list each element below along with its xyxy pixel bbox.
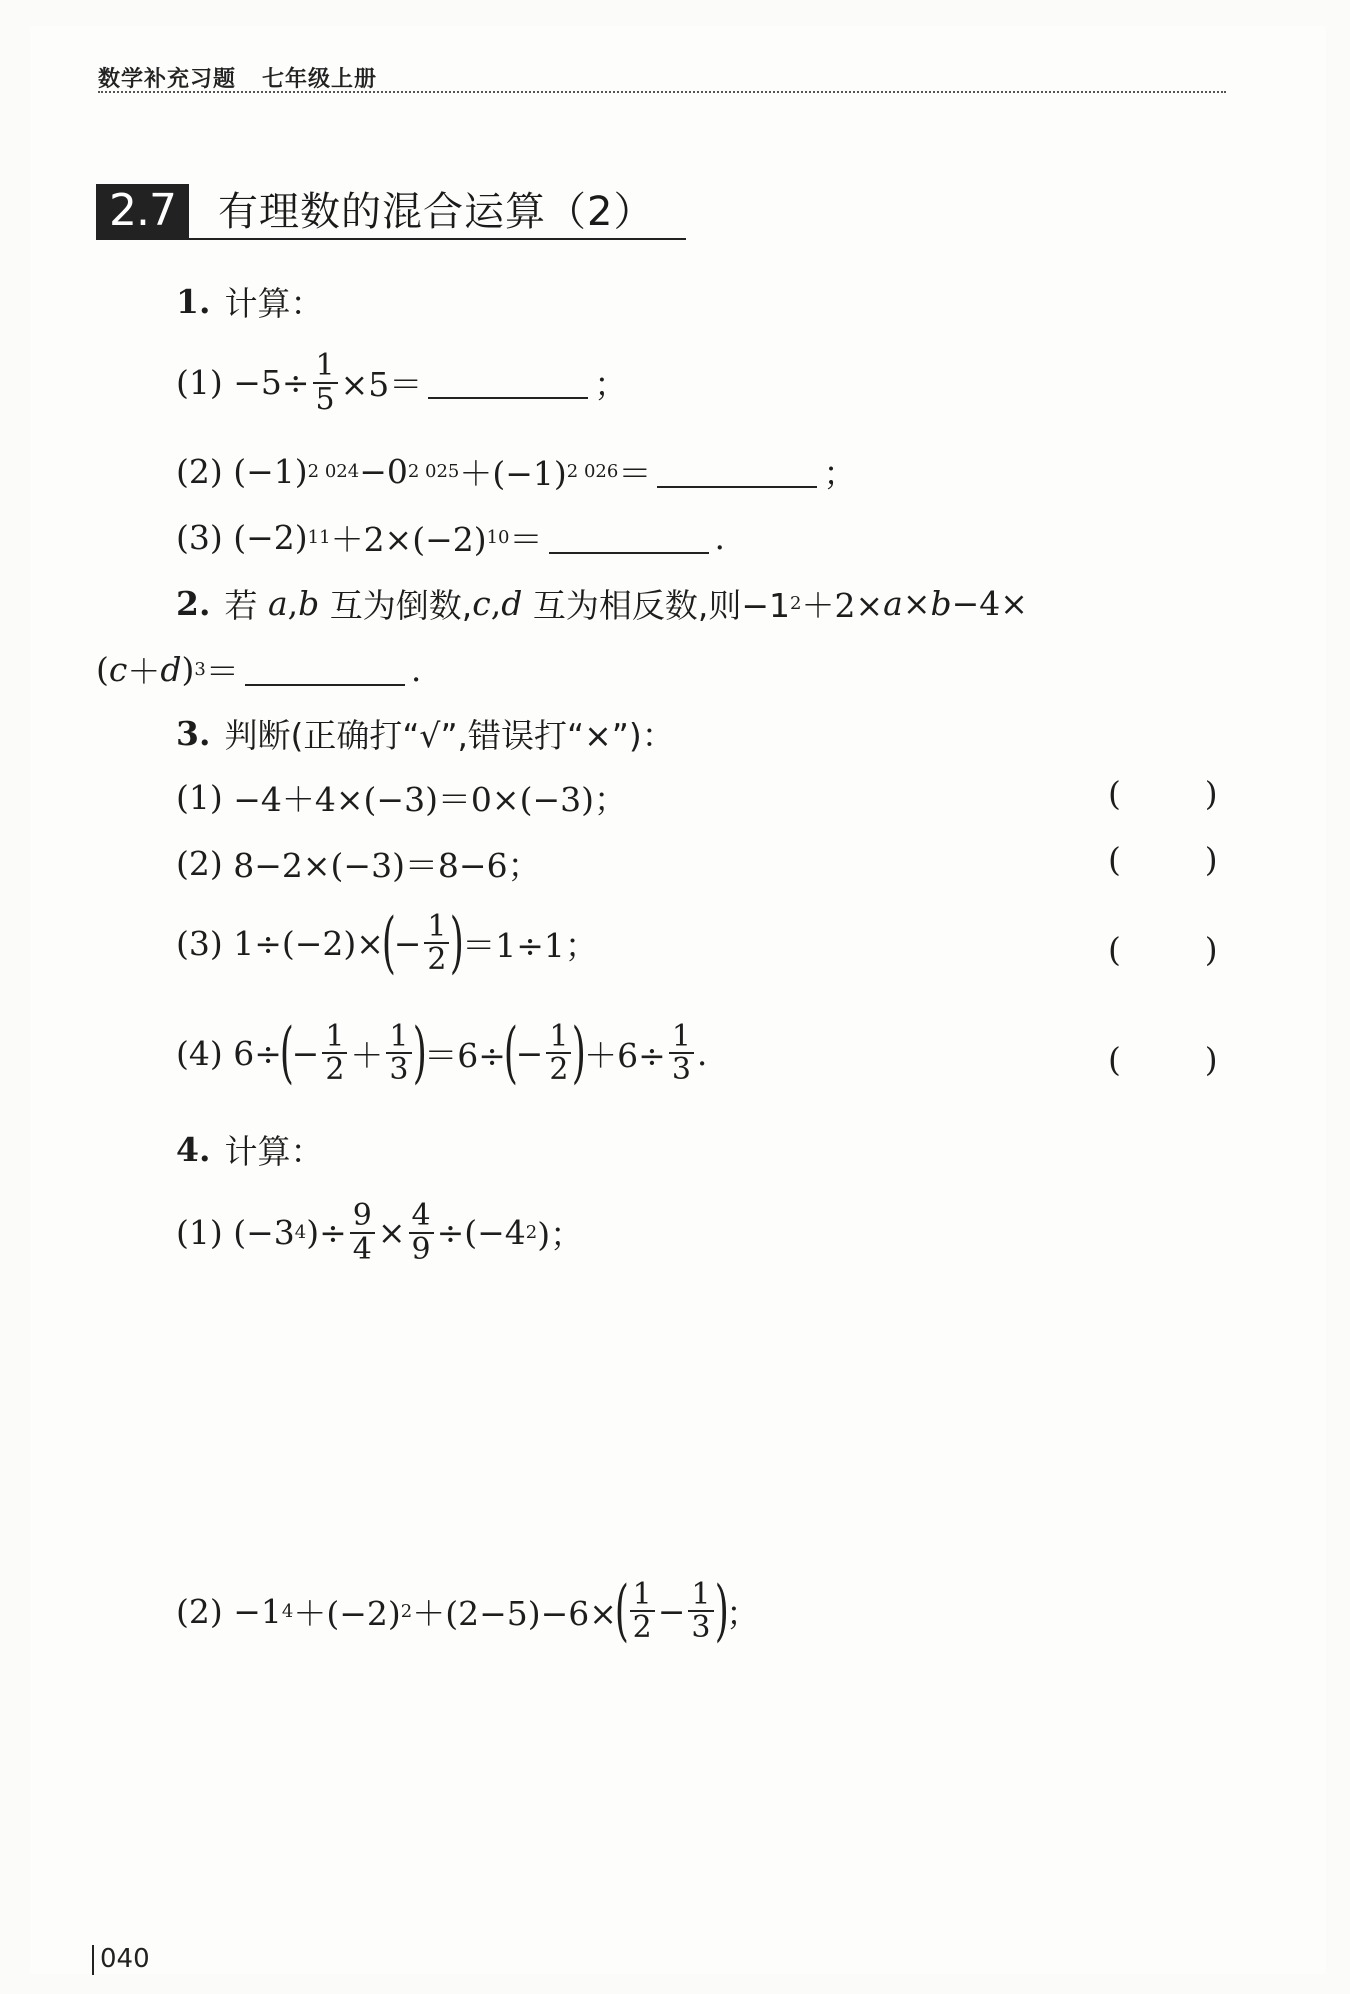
q3-part1 [176, 774, 627, 821]
exponent: 10 [486, 527, 510, 548]
q1-heading [176, 278, 323, 325]
part-label: (3) [176, 518, 223, 557]
exponent: 2 026 [566, 461, 619, 482]
answer-paren-3[interactable]: ( ) [1108, 930, 1218, 969]
q3-instruction: 判断(正确打“√”,错误打“×”)： [224, 716, 675, 755]
numerator: 1 [688, 1579, 713, 1613]
big-paren: ) [714, 1572, 729, 1649]
punct: ； [726, 1593, 760, 1633]
big-paren: ( [279, 1014, 294, 1091]
q2-line2 [96, 646, 421, 693]
big-paren: ( [381, 904, 396, 981]
q1-part1 [176, 350, 627, 415]
answer-blank[interactable] [428, 367, 588, 399]
answer-paren-1[interactable]: ( ) [1108, 774, 1218, 813]
exponent: 3 [194, 659, 206, 680]
exponent: 2 [400, 1600, 413, 1622]
expr: ＋(−1) [459, 454, 567, 493]
q1-part2 [176, 448, 856, 495]
expr: × [377, 1213, 406, 1252]
q4-instruction: 计算： [224, 1132, 324, 1171]
expr: ÷(−4 [436, 1213, 526, 1252]
exponent: 11 [307, 527, 331, 548]
expr: −4＋4×(−3)＝0×(−3)； [233, 780, 627, 819]
expr: )； [537, 1215, 584, 1254]
fraction [424, 908, 449, 977]
fraction [669, 1018, 694, 1087]
numerator: 1 [322, 1021, 347, 1055]
part-label: (2) [176, 452, 223, 491]
var: a [267, 584, 288, 623]
numerator: 9 [350, 1200, 375, 1234]
text: ＋ [127, 652, 161, 691]
numerator: 1 [424, 911, 449, 945]
expr: ＝1÷1； [462, 925, 598, 965]
denominator: 2 [325, 1052, 345, 1087]
exponent: 4 [294, 1222, 307, 1243]
section-number: 2.7 [96, 184, 189, 238]
exponent: 2 [790, 593, 802, 614]
denominator: 9 [411, 1231, 431, 1267]
expr: ＋2×(−2) [330, 520, 487, 559]
book-title: 数学补充习题 [98, 67, 237, 92]
var: b [930, 584, 952, 623]
part-label: (1) [176, 1213, 223, 1252]
fraction [350, 1200, 375, 1265]
q4-heading [176, 1126, 323, 1173]
expr: ＋(2−5)−6× [412, 1593, 617, 1633]
text: , [287, 584, 299, 623]
q3-part4 [176, 1014, 708, 1091]
page-number-text: 040 [100, 1944, 150, 1974]
page-number-bar [92, 1945, 94, 1975]
big-paren: ) [450, 904, 465, 981]
answer-blank[interactable] [657, 456, 817, 488]
q2-line1 [176, 580, 1028, 627]
fraction [313, 350, 338, 415]
q4-part1 [176, 1200, 583, 1265]
q3-heading [176, 710, 675, 757]
punct: ； [594, 365, 628, 404]
numerator: 1 [313, 350, 338, 384]
text: ＝ [205, 652, 239, 691]
punct: . [696, 1033, 708, 1073]
text: ＋2× [801, 586, 884, 625]
numerator: 1 [546, 1021, 571, 1055]
expr: − [657, 1591, 686, 1631]
punct: . [714, 518, 726, 557]
answer-blank[interactable] [549, 522, 709, 554]
exponent: 2 024 [307, 461, 360, 482]
text: , [490, 584, 502, 623]
denominator: 3 [691, 1610, 711, 1645]
big-paren: ) [572, 1014, 587, 1091]
text: × [902, 584, 931, 623]
q1-number: 1. [176, 282, 211, 321]
section-underline [96, 238, 686, 240]
part-label: (1) [176, 778, 223, 817]
big-paren: ) [412, 1014, 427, 1091]
expr: ＝ [509, 520, 543, 559]
numerator: 4 [409, 1200, 434, 1234]
fraction [322, 1018, 347, 1087]
text: −4× [951, 584, 1028, 623]
fraction [546, 1018, 571, 1087]
fraction [409, 1200, 434, 1265]
section-title: 有理数的混合运算（2） [218, 189, 655, 235]
expr: − [515, 1033, 544, 1073]
q3-part2 [176, 840, 541, 887]
text: ( [96, 650, 109, 689]
expr: 6÷ [233, 1033, 282, 1073]
expr: −5÷ [233, 363, 310, 402]
q3-part3 [176, 904, 598, 981]
var: d [160, 650, 182, 689]
expr: ×5＝ [340, 365, 423, 404]
part-label: (4) [176, 1033, 223, 1073]
q3-number: 3. [176, 714, 211, 753]
denominator: 3 [389, 1052, 409, 1087]
var: a [883, 584, 903, 623]
var: b [298, 584, 320, 623]
fraction [688, 1576, 713, 1645]
volume-label: 七年级上册 [262, 67, 378, 92]
expr: ＝ [618, 454, 652, 493]
expr: 1÷(−2)× [233, 923, 384, 963]
denominator: 2 [632, 1610, 652, 1645]
exponent: 4 [281, 1600, 294, 1622]
q1-instruction: 计算： [224, 284, 324, 323]
answer-blank[interactable] [245, 654, 405, 686]
numerator: 1 [386, 1021, 411, 1055]
denominator: 2 [549, 1052, 569, 1087]
var: c [472, 584, 491, 623]
expr: −0 [359, 452, 408, 491]
part-label: (3) [176, 923, 223, 963]
fraction [386, 1018, 411, 1087]
denominator: 4 [352, 1231, 372, 1267]
expr: )÷ [306, 1213, 347, 1252]
q4-number: 4. [176, 1130, 211, 1169]
q1-part3 [176, 514, 725, 561]
part-label: (2) [176, 1591, 223, 1631]
part-label: (1) [176, 363, 223, 402]
exponent: 2 [525, 1222, 538, 1243]
q4-part2 [176, 1572, 760, 1649]
expr: 8−2×(−3)＝8−6； [233, 846, 541, 885]
numerator: 1 [669, 1021, 694, 1055]
exponent: 2 025 [407, 461, 460, 482]
big-paren: ( [503, 1014, 518, 1091]
expr: − [393, 923, 422, 963]
denominator: 5 [315, 381, 335, 417]
fraction [630, 1576, 655, 1645]
var: c [108, 650, 128, 689]
expr: ＋ [350, 1035, 384, 1075]
part-label: (2) [176, 844, 223, 883]
page-number [92, 1944, 150, 1975]
big-paren: ( [614, 1572, 629, 1649]
punct: . [410, 650, 422, 689]
expr: − [291, 1033, 320, 1073]
header-divider [98, 91, 1226, 93]
var: d [501, 584, 523, 623]
expr: ＋6÷ [584, 1035, 666, 1075]
denominator: 3 [671, 1052, 691, 1087]
punct: ； [823, 454, 857, 493]
answer-paren-2[interactable]: ( ) [1108, 840, 1218, 879]
numerator: 1 [630, 1579, 655, 1613]
q2-number: 2. [176, 584, 211, 623]
answer-paren-4[interactable]: ( ) [1108, 1040, 1218, 1079]
text: 互为相反数,则−1 [532, 586, 791, 625]
expr: ＋(−2) [293, 1593, 401, 1633]
text: 若 [224, 586, 258, 625]
expr: (−3 [233, 1213, 295, 1252]
expr: (−1) [233, 452, 308, 491]
running-header [98, 62, 377, 93]
denominator: 2 [427, 942, 447, 977]
expr: −1 [233, 1591, 282, 1631]
expr: (−2) [233, 518, 308, 557]
expr: ＝6÷ [424, 1035, 506, 1075]
text: 互为倒数, [329, 586, 473, 625]
text: ) [181, 650, 195, 689]
